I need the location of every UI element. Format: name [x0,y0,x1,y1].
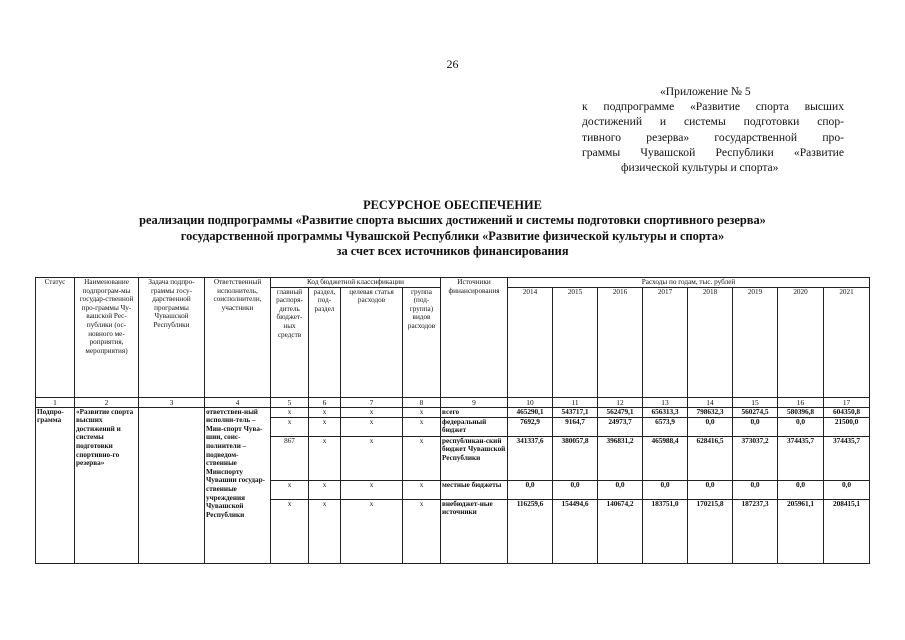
column-number: 9 [441,397,508,407]
executor-cell: ответствен-ный исполни-тель – Мин-спорт Чува-шии, соис-полнители – подведом-ственные Минспорту Чувашии государ-ственные учреждения Чувашской Республики [205,407,271,563]
header-year: 2018 [688,287,733,397]
column-number: 7 [341,397,403,407]
funding-source-cell: республикан-ский бюджет Чувашской Республики [441,436,508,480]
expense-value: 187237,3 [733,499,778,563]
document-title [0,198,905,260]
expense-value: 0,0 [553,480,598,499]
expense-value: 21500,0 [824,417,870,436]
header-executor: Ответственный исполнитель, соисполнители, участники [205,278,271,398]
header-status: Статус [36,278,75,398]
header-year: 2020 [778,287,824,397]
header-main-manager: главный распоря-дитель бюджет-ных средств [271,287,309,397]
expense-value: 560274,5 [733,407,778,417]
expense-value: 562479,1 [598,407,643,417]
expense-value: 0,0 [778,417,824,436]
column-number: 6 [309,397,341,407]
header-year: 2021 [824,287,870,397]
column-number: 5 [271,397,309,407]
expense-value: 183751,0 [643,499,688,563]
header-expenses: Расходы по годам, тыс. рублей [508,278,870,288]
expense-value: 0,0 [778,480,824,499]
expense-value: 208415,1 [824,499,870,563]
expense-value: 205961,1 [778,499,824,563]
appendix-line: тивного резерва» государственной про- [582,130,844,144]
task-cell [139,407,205,563]
section-cell: x [309,436,341,480]
header-budget-code: Код бюджетной классификации [271,278,441,288]
funding-source-cell: местные бюджеты [441,480,508,499]
column-number: 3 [139,397,205,407]
expense-value: 24973,7 [598,417,643,436]
column-number: 4 [205,397,271,407]
appendix-line: граммы Чувашской Республики «Развитие [582,145,844,159]
target-article-cell: x [341,436,403,480]
column-number: 15 [733,397,778,407]
appendix-line: достижений и системы подготовки спор- [582,115,844,129]
resource-table [35,277,870,564]
main-manager-cell: x [271,417,309,436]
expense-group-cell: x [403,480,441,499]
header-target-article: целевая статья расходов [341,287,403,397]
expense-value: 580396,8 [778,407,824,417]
target-article-cell: x [341,407,403,417]
appendix-line: к подпрограмме «Развитие спорта высших [582,100,844,114]
appendix-note [582,84,844,175]
expense-value: 140674,2 [598,499,643,563]
expense-value: 380057,8 [553,436,598,480]
main-manager-cell: x [271,499,309,563]
header-row [36,278,870,288]
title-line: реализации подпрограммы «Развитие спорта высших достижений и системы подготовки спортивного резерва» [139,213,766,228]
expense-value: 341337,6 [508,436,553,480]
expense-value: 543717,1 [553,407,598,417]
expense-value: 0,0 [733,417,778,436]
target-article-cell: x [341,480,403,499]
header-task: Задача подпро-граммы госу-дарственной программы Чувашской Республики [139,278,205,398]
header-year: 2014 [508,287,553,397]
expense-value: 6573,9 [643,417,688,436]
header-expense-group: группа (под-группа) видов расходов [403,287,441,397]
expense-value: 798632,3 [688,407,733,417]
expense-value: 0,0 [508,480,553,499]
expense-value: 0,0 [824,480,870,499]
main-manager-cell: x [271,480,309,499]
header-name: Наименование подпрограм-мы государ-ственной про-граммы Чу-вашской Рес-публики (ос-новного ме-роприятия, мероприятия) [75,278,139,398]
status-cell: Подпро-грамма [36,407,75,563]
expense-value: 7692,9 [508,417,553,436]
header-year: 2016 [598,287,643,397]
expense-group-cell: x [403,436,441,480]
expense-value: 465988,4 [643,436,688,480]
header-year: 2019 [733,287,778,397]
table-row [36,407,870,417]
appendix-line: физической культуры и спорта» [621,161,779,175]
column-number: 8 [403,397,441,407]
section-cell: x [309,407,341,417]
target-article-cell: x [341,417,403,436]
expense-value: 628416,5 [688,436,733,480]
title-line: РЕСУРСНОЕ ОБЕСПЕЧЕНИЕ [363,198,542,212]
column-number: 17 [824,397,870,407]
expense-value: 0,0 [688,417,733,436]
column-number: 13 [643,397,688,407]
expense-value: 374435,7 [778,436,824,480]
expense-value: 396831,2 [598,436,643,480]
expense-group-cell: x [403,407,441,417]
expense-value: 656313,3 [643,407,688,417]
expense-group-cell: x [403,499,441,563]
column-number: 1 [36,397,75,407]
section-cell: x [309,480,341,499]
funding-source-cell: федеральный бюджет [441,417,508,436]
column-number: 12 [598,397,643,407]
expense-value: 604350,8 [824,407,870,417]
header-year: 2017 [643,287,688,397]
subprogram-name-cell: «Развитие спорта высших достижений и системы подготовки спортивно-го резерва» [75,407,139,563]
expense-value: 116259,6 [508,499,553,563]
section-cell: x [309,417,341,436]
title-line: государственной программы Чувашской Республики «Развитие физической культуры и спорта» [180,228,725,243]
expense-value: 0,0 [643,480,688,499]
appendix-line: «Приложение № 5 [660,85,751,98]
section-cell: x [309,499,341,563]
expense-value: 373037,2 [733,436,778,480]
column-number: 10 [508,397,553,407]
funding-source-cell: внебюджет-ные источники [441,499,508,563]
expense-value: 0,0 [598,480,643,499]
page-number: 26 [446,57,459,71]
header-funding-source: Источники финансирования [441,278,508,398]
expense-value: 154494,6 [553,499,598,563]
funding-source-cell: всего [441,407,508,417]
column-number: 11 [553,397,598,407]
expense-group-cell: x [403,417,441,436]
expense-value: 0,0 [733,480,778,499]
header-section: раздел, под-раздел [309,287,341,397]
column-number: 2 [75,397,139,407]
main-manager-cell: 867 [271,436,309,480]
expense-value: 0,0 [688,480,733,499]
column-number-row [36,397,870,407]
target-article-cell: x [341,499,403,563]
main-manager-cell: x [271,407,309,417]
title-line: за счет всех источников финансирования [336,244,569,259]
header-year: 2015 [553,287,598,397]
expense-value: 465290,1 [508,407,553,417]
expense-value: 170215,8 [688,499,733,563]
column-number: 16 [778,397,824,407]
expense-value: 9164,7 [553,417,598,436]
column-number: 14 [688,397,733,407]
expense-value: 374435,7 [824,436,870,480]
